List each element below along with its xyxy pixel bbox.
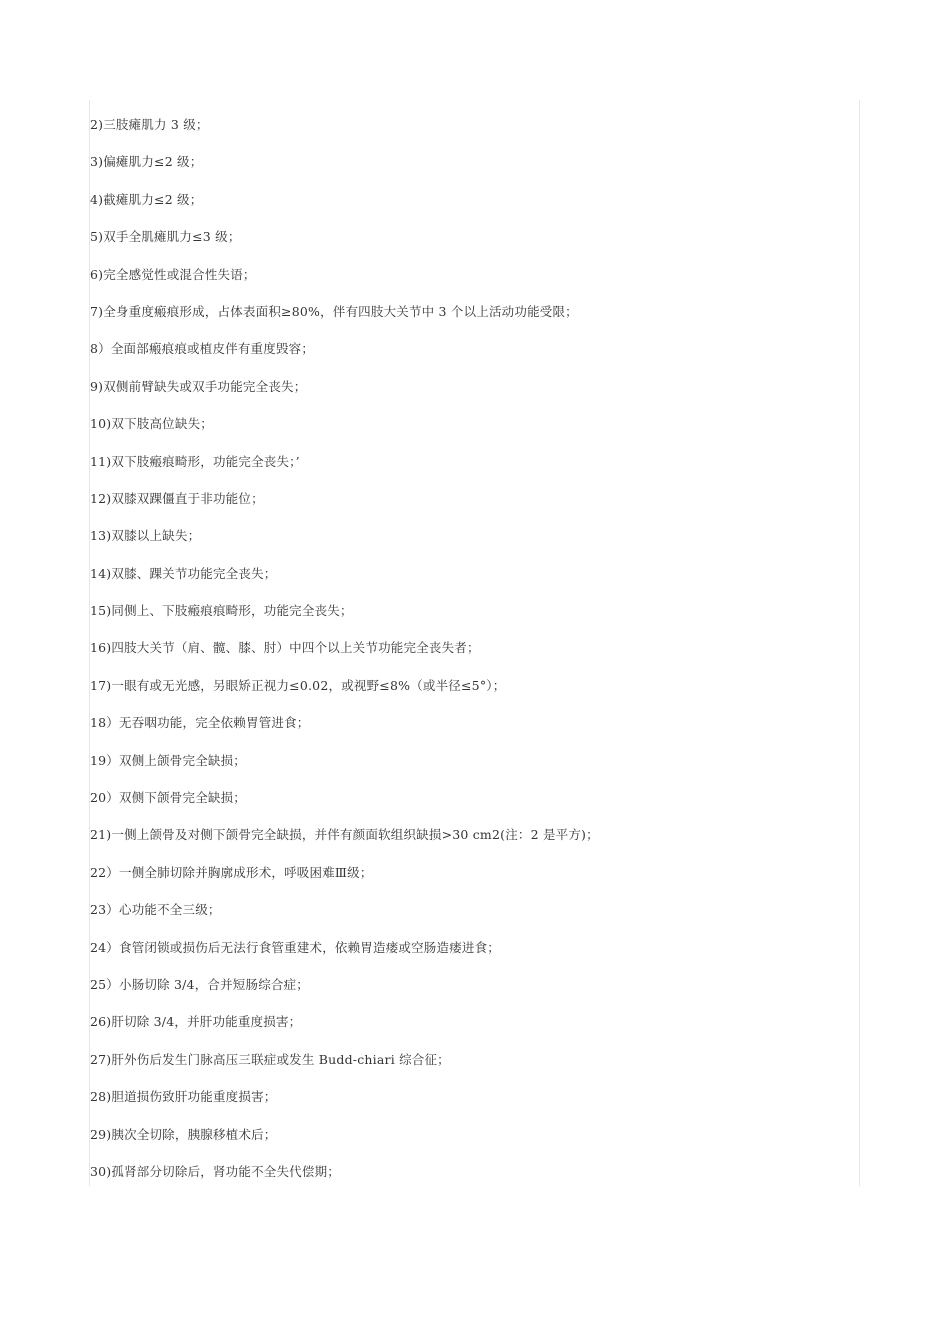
list-item: 18）无吞咽功能，完全依赖胃管进食； bbox=[90, 715, 310, 731]
list-item: 3)偏瘫肌力≤2 级； bbox=[90, 154, 203, 170]
list-item: 2)三肢瘫肌力 3 级； bbox=[90, 117, 209, 132]
disability-criteria-list bbox=[90, 115, 850, 1199]
list-item: 24）食管闭锁或损伤后无法行食管重建术，依赖胃造瘘或空肠造瘘进食； bbox=[90, 939, 501, 955]
list-item: 21)一侧上颌骨及对侧下颌骨完全缺损，并伴有颜面软组织缺损>30 cm2(注：2 是平方)； bbox=[90, 827, 599, 843]
list-item: 10)双下肢高位缺失； bbox=[90, 416, 213, 432]
list-item: 17)一眼有或无光感，另眼矫正视力≤0.02，或视野≤8%（或半径≤5°）； bbox=[90, 677, 506, 693]
list-item: 16)四肢大关节（肩、髋、膝、肘）中四个以上关节功能完全丧失者； bbox=[90, 640, 480, 656]
list-item: 8）全面部瘢痕痕或植皮伴有重度毁容； bbox=[90, 341, 315, 357]
list-item: 20）双侧下颌骨完全缺损； bbox=[90, 790, 247, 806]
list-item: 9)双侧前臂缺失或双手功能完全丧失； bbox=[90, 378, 307, 394]
list-item: 26)肝切除 3/4，并肝功能重度损害； bbox=[90, 1014, 302, 1030]
list-item: 6)完全感觉性或混合性失语； bbox=[90, 266, 256, 282]
list-item: 28)胆道损伤致肝功能重度损害； bbox=[90, 1089, 277, 1105]
list-item: 23）心功能不全三级； bbox=[90, 902, 221, 918]
list-item: 19）双侧上颌骨完全缺损； bbox=[90, 752, 247, 768]
list-item: 15)同侧上、下肢瘢痕痕畸形，功能完全丧失； bbox=[90, 603, 353, 619]
list-item: 27)肝外伤后发生门脉高压三联症或发生 Budd-chiari 综合征； bbox=[90, 1051, 450, 1067]
list-item: 11)双下肢瘢痕畸形，功能完全丧失；’ bbox=[90, 453, 300, 469]
list-item: 5)双手全肌瘫肌力≤3 级； bbox=[90, 229, 241, 245]
list-item: 29)胰次全切除，胰腺移植术后； bbox=[90, 1126, 277, 1142]
list-item: 14)双膝、踝关节功能完全丧失； bbox=[90, 565, 277, 581]
list-item: 4)截瘫肌力≤2 级； bbox=[90, 191, 203, 207]
list-item: 13)双膝以上缺失； bbox=[90, 528, 201, 544]
list-item: 12)双膝双踝僵直于非功能位； bbox=[90, 490, 264, 506]
list-item: 7)全身重度瘢痕形成，占体表面积≥80%，伴有四肢大关节中 3 个以上活动功能受限； bbox=[90, 303, 578, 319]
list-item: 22）一侧全肺切除并胸廓成形术，呼吸困难Ⅲ级； bbox=[90, 864, 373, 880]
list-item: 30)孤肾部分切除后，肾功能不全失代偿期； bbox=[90, 1163, 340, 1179]
list-item: 25）小肠切除 3/4，合并短肠综合症； bbox=[90, 976, 309, 992]
